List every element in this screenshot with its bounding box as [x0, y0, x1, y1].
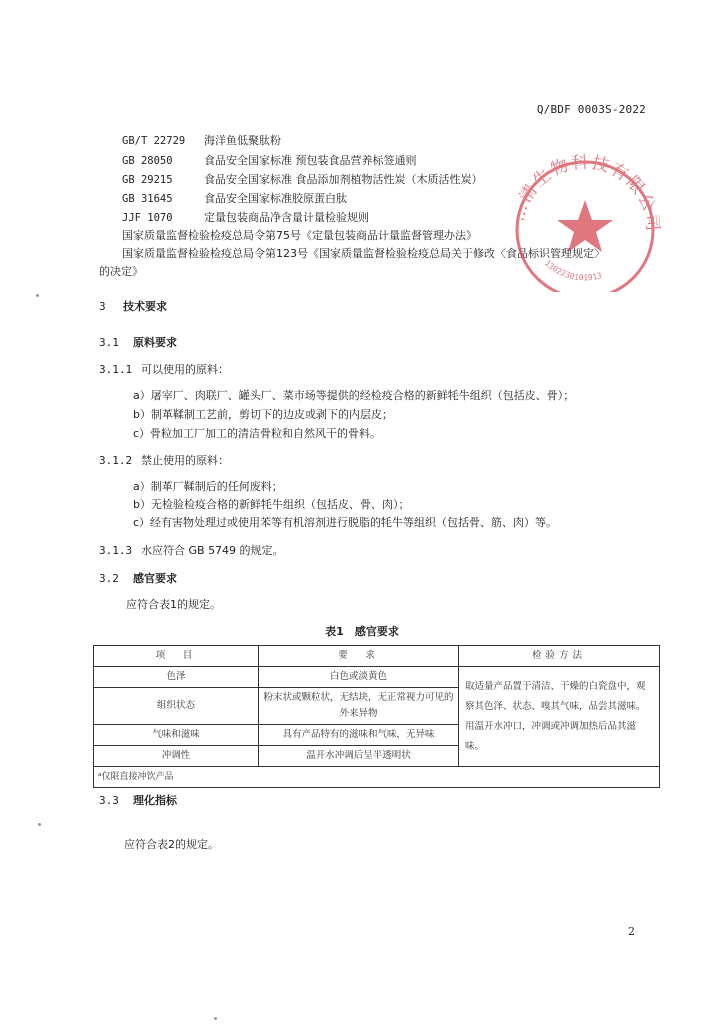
- reference-item: [122, 209, 369, 225]
- clause-number: 3.1.1: [99, 363, 133, 376]
- requirement-cell: 具有产品特有的滋味和气味，无异味: [259, 725, 459, 746]
- reference-code: GB 28050: [122, 155, 173, 167]
- seal-star-icon: [557, 200, 613, 252]
- table-row: [94, 667, 660, 688]
- section-title: 技术要求: [123, 300, 167, 313]
- requirement-cell: 温开水冲调后呈半透明状: [259, 746, 459, 767]
- company-seal: [505, 152, 665, 292]
- item-cell: 冲调性: [94, 746, 259, 767]
- section-number: 3.2: [99, 572, 119, 585]
- clause-3-1-3: [99, 542, 284, 558]
- reference-title: 食品安全国家标准 预包装食品营养标签通则: [204, 154, 417, 167]
- reference-title: 食品安全国家标准 食品添加剂植物活性炭（木质活性炭）: [204, 173, 483, 186]
- section-heading-3-2: [99, 570, 177, 586]
- scan-speck: [38, 823, 41, 826]
- scan-speck: [36, 294, 39, 297]
- list-item: a）制革厂鞣制后的任何废料；: [133, 480, 283, 493]
- list-item: c）骨粒加工厂加工的清洁骨粒和自然风干的骨料。: [133, 427, 382, 440]
- table-note: ᵃ仅限直接冲饮产品: [94, 767, 660, 788]
- sensory-requirements-table: [93, 645, 660, 788]
- list-item: c）经有害物处理过或使用苯等有机溶剂进行脱脂的牦牛等组织（包括骨、筋、肉）等。: [133, 516, 558, 529]
- scan-speck: [214, 1017, 217, 1020]
- regulation-line: 国家质量监督检验检疫总局令第75号《定量包装商品计量监督管理办法》: [122, 229, 477, 242]
- column-header: 项 目: [94, 646, 259, 667]
- table-header-row: [94, 646, 660, 667]
- regulation-line: 国家质量监督检验检疫总局令第123号《国家质量监督检验检疫总局关于修改〈食品标识管理规定〉: [122, 247, 605, 260]
- clause-3-1-2: [99, 452, 229, 468]
- section-title: 原料要求: [133, 336, 177, 349]
- section-number: 3: [99, 300, 106, 313]
- clause-number: 3.1.3: [99, 544, 133, 557]
- reference-code: JJF 1070: [122, 212, 173, 224]
- reference-title: 食品安全国家标准胶原蛋白肽: [204, 192, 347, 205]
- table-caption: 表1 感官要求: [325, 625, 399, 638]
- document-code: Q/BDF 0003S-2022: [536, 103, 646, 116]
- column-header: 要 求: [259, 646, 459, 667]
- reference-code: GB 29215: [122, 174, 173, 186]
- clause-text: 禁止使用的原料：: [141, 454, 229, 467]
- item-cell: 色泽: [94, 667, 259, 688]
- clause-3-1-1: [99, 361, 229, 377]
- seal-serial: 1302230101913: [542, 258, 603, 283]
- regulation-line: 的决定》: [99, 265, 143, 278]
- reference-item: [122, 152, 417, 168]
- method-cell: 取适量产品置于清洁、干燥的白瓷盘中，观察其色泽、状态、嗅其气味，品尝其滋味。用温开水冲口，冲调或冲调加热后品其滋味。: [459, 667, 660, 767]
- reference-title: 定量包装商品净含量计量检验规则: [204, 211, 369, 224]
- reference-title: 海洋鱼低聚肽粉: [204, 134, 281, 147]
- section-title: 理化指标: [133, 794, 177, 807]
- reference-code: GB/T 22729: [122, 135, 186, 147]
- seal-ring-text: …清生物科技有限公司: [508, 152, 663, 234]
- requirement-cell: 白色或淡黄色: [259, 667, 459, 688]
- clause-text: 水应符合 GB 5749 的规定。: [141, 544, 284, 557]
- column-header: 检验方法: [459, 646, 660, 667]
- section-number: 3.3: [99, 794, 119, 807]
- clause-number: 3.1.2: [99, 454, 133, 467]
- list-item: b）无检验检疫合格的新鲜牦牛组织（包括皮、骨、肉）；: [133, 498, 410, 511]
- item-cell: 组织状态: [94, 688, 259, 725]
- section-number: 3.1: [99, 336, 119, 349]
- section-heading-3-1: [99, 334, 177, 350]
- section-heading-3: [99, 298, 167, 314]
- list-item: b）制革鞣制工艺前，剪切下的边皮或剥下的内层皮；: [133, 408, 393, 421]
- paragraph: 应符合表1的规定。: [126, 598, 221, 611]
- reference-item: [122, 171, 483, 187]
- clause-text: 可以使用的原料：: [141, 363, 229, 376]
- section-heading-3-3: [99, 792, 177, 808]
- reference-item: [122, 190, 347, 206]
- item-cell: 气味和滋味: [94, 725, 259, 746]
- reference-item: [122, 132, 281, 148]
- table-note-row: [94, 767, 660, 788]
- list-item: a）屠宰厂、肉联厂、罐头厂、菜市场等提供的经检疫合格的新鲜牦牛组织（包括皮、骨）；: [133, 389, 575, 402]
- page-number: 2: [628, 925, 635, 938]
- paragraph: 应符合表2的规定。: [124, 838, 219, 851]
- section-title: 感官要求: [133, 572, 177, 585]
- reference-code: GB 31645: [122, 193, 173, 205]
- requirement-cell: 粉末状或颗粒状，无结块，无正常视力可见的外来异物: [259, 688, 459, 725]
